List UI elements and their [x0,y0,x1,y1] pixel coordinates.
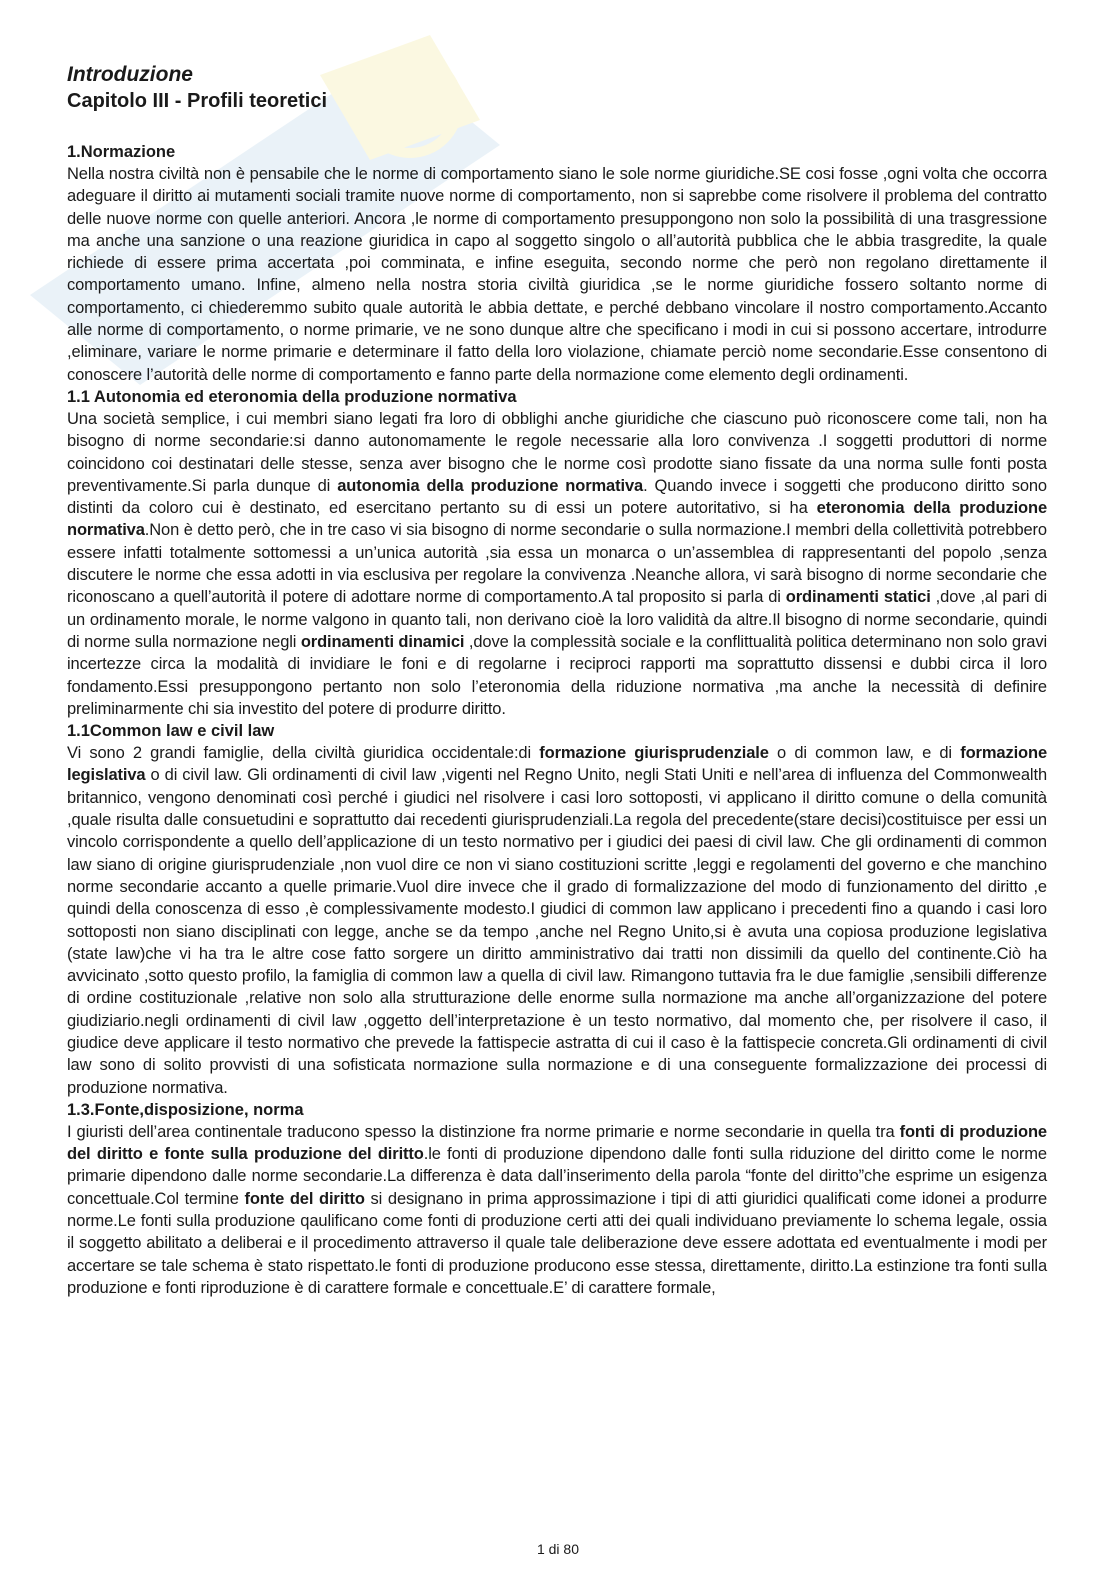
page-number: 1 di 80 [536,1541,580,1557]
section-paragraph [67,742,1047,1099]
bold-term: formazione legislativa [67,744,1048,785]
text-run: Vi sono 2 grandi famiglie, della civiltà giuridica occidentale:di [67,744,540,763]
bold-term: autonomia della produzione normativa [337,476,644,495]
section-title: 1.Normazione [67,143,176,161]
section-title: 1.1Common law e civil law [67,722,275,741]
section-paragraph [67,163,1047,386]
intro-heading: Introduzione [67,63,193,86]
section-title: 1.3.Fonte,disposizione, norma [67,1100,304,1119]
bold-term: ordinamenti dinamici [300,632,465,651]
text-run: si designano in prima approssimazione i tipi di atti giuridici qualificati come idonei a produrre norme.Le fonti sulla produzione qaulificano come fonti di produzione certi atti dei quali individuano previamente lo schema legale, ossia il soggetto abilitato a deliberai e il procedimento attraverso il quale tale deliberazione deve essere adottata ed eventualmente i modi per accertare se tale schema è stato rispettato.le fonti di produzione producono esse stessa, direttamente, diritto.La estinzione tra fonti sulla produzione e fonti riproduzione è di carattere formale e concettuale.E’ di carattere formale, [67,1189,1048,1297]
bold-term: ordinamenti statici [785,588,931,607]
text-run: ,dove ,al pari di un ordinamento morale, le norme valgono in quanto tali, non derivano cioè la loro validità da altre.Il bisogno di norme secondarie, quindi di norme sulla normazione negli [67,588,1048,651]
text-run: ,dove la complessità sociale e la conflittualità politica determinano non solo gravi incertezze circa la modalità di invidiare le foni e di regolarne i reciproci rapporti ma soprattutto dissensi e dubbi circa il loro fondamento.Essi presuppongono pertanto non solo l’eteronomia della riduzione normativa ,ma anche la necessità di definire preliminarmente chi sia investito del potere di produrre diritto. [67,632,1048,718]
section-paragraph [67,408,1047,720]
text-run: o di common law, e di [768,744,961,763]
bold-term: fonti di produzione del diritto e fonte sulla produzione del diritto [67,1122,1047,1164]
text-run: o di civil law. Gli ordinamenti di civil law ,vigenti nel Regno Unito, negli Stati Uniti e nell’area di influenza del Commonwealth britannico, vengono denominati così perché i giudici nel risolvere i casi loro sottoposti, vi applicano il diritto comune o della comunità ,quale risulta dalle consuetudini e soprattutto dai recedenti giurisprudenziali.La regola del precedente(stare decisi)costituisce per essi un vincolo corrispondente a quello dell’applicazione di un testo normativo per i giudici dei paesi di civil law. Che gli ordinamenti di common law siano di origine giurisprudenziale ,non vuol dire ce non vi siano costituzioni scritte ,leggi e regolamenti del governo e che manchino norme secondarie accanto a quelle primarie.Vuol dire invece che il grado di formalizzazione del modo di funzionamento del diritto ,e quindi della conoscenza di esso ,è complessivamente modesto.I giudici di common law applicano i precedenti fino a quando i casi loro sottoposti non siano disciplinati con legge, anche se da tempo ,anche nel Regno Unito,si è avuta una copiosa produzione legislativa (state law)che vi ha tra le altre cose fatto sorgere un diritto amministrativo dai tratti non dissimili da quello del continente.Ciò ha avvicinato ,sotto questo profilo, la famiglia di common law a quella di civil law. Rimangono tuttavia fra le due famiglie ,sensibili differenze di ordine costituzionale ,relative non solo alla strutturazione delle enorme sulla normazione ma anche all’organizzazione del potere giudiziario.negli ordinamenti di civil law ,oggetto dell’interpretazione è un testo normativo, dal momento che, per risolvere il caso, il giudice deve applicare il testo normativo che prevede la fattispecie astratta di cui il caso è la fattispecie concreta.Gli ordinamenti di civil law sono di solito provvisti di una sofisticata normazione sulla normazione e di una conseguente formalizzazione dei processi di produzione normativa. [67,766,1047,1097]
section-title: 1.1 Autonomia ed eteronomia della produzione normativa [67,387,517,406]
text-run: .Non è detto però, che in tre caso vi sia bisogno di norme secondarie o sulla normazione.I membri della collettività potrebbero essere infatti totalmente sottomessi a un’unica autorità ,sia essa un monarca o un’assemblea di rappresentanti del popolo ,senza discutere le norme che essa adotti in via esclusiva per regolare la convivenza .Neanche allora, vi sarà bisogno di norme secondarie che riconoscano a quell’autorità il potere di adottare norme di comportamento.A tal proposito si parla di [67,521,1047,607]
document-page [67,62,1047,1299]
text-run: Nella nostra civiltà non è pensabile che le norme di comportamento siano le sole norme giuridiche.SE cosi fosse ,ogni volta che occorra adeguare il diritto ai mutamenti sociali tramite nuove norme di comportamento, non si saprebbe come risolvere il problema del contratto delle nuove norme con quelle anteriori. Ancora ,le norme di comportamento presuppongono non solo la possibilità di una trasgressione ma anche una sanzione o una reazione giuridica in capo al soggetto singolo o all’autorità pubblica che le abbia trasgredite, la quale richiede di essere prima accertata ,poi comminata, e infine eseguita, secondo norme che però non regolano direttamente il comportamento umano. Infine, almeno nella nostra storia civiltà giuridica ,se le norme giuridiche fossero soltanto norme di comportamento, ci chiederemmo subito quale autorità le abbia dettate, e perché debbano vincolare il nostro comportamento.Accanto alle norme di comportamento, o norme primarie, ve ne sono dunque altre che specificano i modi in cui si possono accertare, introdurre ,eliminare, variare le norme primarie e determinare il fatto della loro violazione, chiamate perciò nome secondarie.Esse consentono di conoscere l’autorità delle norme di comportamento e fanno parte della normazione come elemento degli ordinamenti. [67,165,1047,384]
text-run: .le fonti di produzione dipendono dalle fonti sulla riduzione del diritto come le norme primarie dipendono dalle norme secondarie.La differenza è data dall’inserimento della parola “fonte del diritto”che esprime un esigenza concettuale.Col termine [67,1145,1047,1208]
chapter-heading: Capitolo III - Profili teoretici [67,90,328,112]
bold-term: eteronomia della produzione normativa [67,499,1048,540]
bold-term: fonte del diritto [244,1189,365,1208]
text-run: . Quando invece i soggetti che producono diritto sono distinti da coloro cui è destinato, ed esercitano pertanto su di essi un potere autoritativo, si ha [67,476,1047,518]
bold-term: formazione giurisprudenziale [539,744,769,763]
text-run: I giuristi dell’area continentale traducono spesso la distinzione fra norme primarie e norme secondarie in quella tra [67,1122,900,1141]
text-run: Una società semplice, i cui membri siano legati fra loro di obblighi anche giuridiche che ciascuno può riconoscere come tali, non ha bisogno di norme secondarie:si danno autonomamente le regole necessarie alla loro convivenza .I soggetti produttori di norme coincidono coi destinatari delle stesse, senza aver bisogno che le norme così prodotte siano fissate da una norma sulle fonti posta preventivamente.Si parla dunque di [67,409,1047,495]
section-paragraph [67,1121,1047,1299]
sections-container [67,141,1047,1299]
